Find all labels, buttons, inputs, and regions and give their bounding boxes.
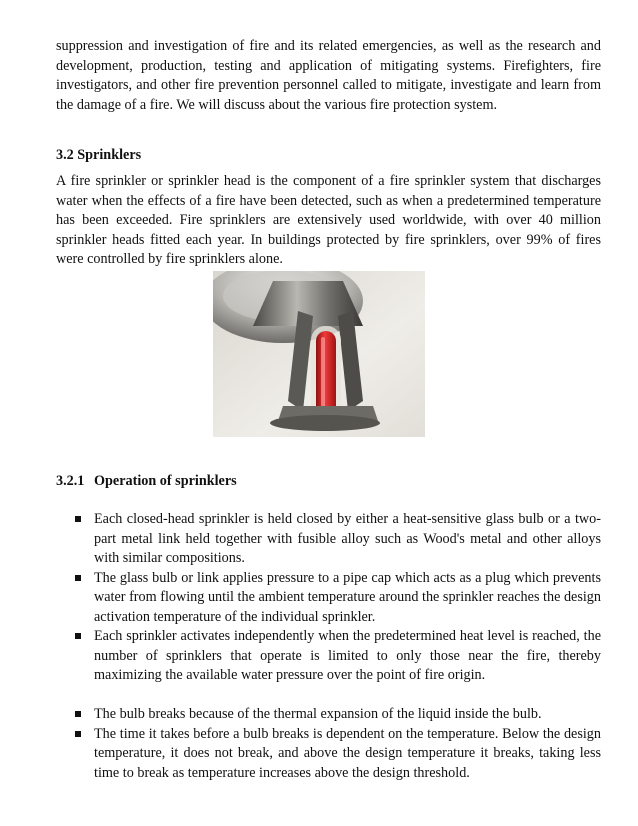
list-item: The glass bulb or link applies pressure to a pipe cap which acts as a plug which prevents water from flowing until the ambient temperature around the sprinkler reaches the design activation temperature of the individual sprinkler. xyxy=(56,569,601,628)
subsection-number: 3.2.1 xyxy=(56,473,85,489)
list-item: The time it takes before a bulb breaks is dependent on the temperature. Below the design temperature, it does not break, and above the design temperature it breaks, taking less time to break as temperature increases above the design threshold. xyxy=(56,725,601,784)
intro-paragraph: suppression and investigation of fire and its related emergencies, as well as the research and development, production, testing and application of mitigating systems. Firefighters, fire investigators, and other fire prevention personnel called to mitigate, investigate and learn from the damage of a fire. We will discuss about the various fire protection system. xyxy=(56,38,601,113)
subsection-title: Operation of sprinklers xyxy=(94,473,237,489)
sprinkler-illustration xyxy=(213,271,425,437)
bullet-list-1 xyxy=(56,510,601,686)
list-item: The bulb breaks because of the thermal expansion of the liquid inside the bulb. xyxy=(56,705,601,725)
list-item: Each closed-head sprinkler is held closed by either a heat-sensitive glass bulb or a two-part metal link held together with fusible alloy such as Wood's metal and other alloys with similar compositions. xyxy=(56,510,601,569)
bullet-list-2 xyxy=(56,705,601,783)
section-heading: 3.2 Sprinklers xyxy=(56,147,142,163)
section-paragraph: A fire sprinkler or sprinkler head is the component of a fire sprinkler system that discharges water when the effects of a fire have been detected, such as when a predetermined temperature has been exceeded. Fire sprinklers are extensively used worldwide, with over 40 million sprinkler heads fitted each year. In buildings protected by fire sprinklers, over 99% of fires were controlled by fire sprinklers alone. xyxy=(56,173,601,267)
subsection-heading xyxy=(56,472,601,492)
sprinkler-photo xyxy=(213,271,425,437)
list-item: Each sprinkler activates independently when the predetermined heat level is reached, the number of sprinklers that operate is limited to only those near the fire, thereby maximizing the available water pressure over the point of fire origin. xyxy=(56,627,601,686)
